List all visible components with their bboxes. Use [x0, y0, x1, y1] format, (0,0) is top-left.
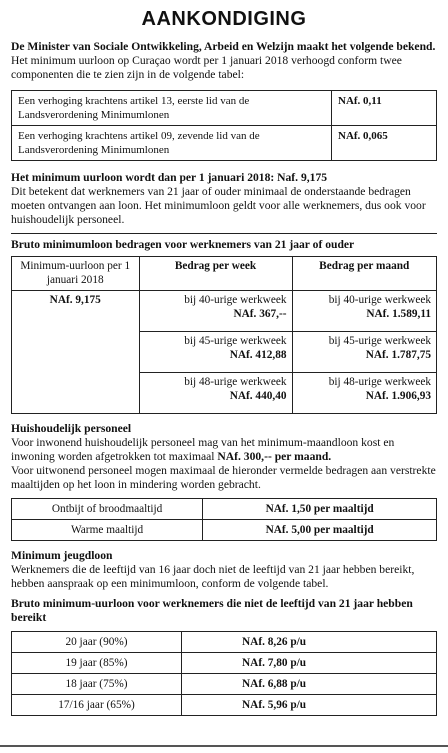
youth-age: 19 jaar (85%) [12, 653, 182, 674]
component-label: Een verhoging krachtens artikel 09, zevende lid van de Landsverordening Minimumlonen [12, 126, 332, 161]
result-text: Dit betekent dat werknemers van 21 jaar of ouder minimaal de onderstaande bedragen moeten ontvangen aan loon. Het minimumloon geldt voor alle werknemers, dus ook voor huishoudelijk personeel. [11, 185, 426, 226]
table-row [12, 653, 437, 674]
table-row [12, 126, 437, 161]
youth-value: NAf. 7,80 p/u [182, 653, 437, 674]
component-value: NAf. 0,11 [332, 91, 437, 126]
week-cell [139, 332, 292, 373]
week-amount: NAf. 412,88 [229, 348, 287, 361]
month-label: bij 48-urige werkweek [328, 376, 431, 388]
table-row [12, 499, 437, 520]
col-month: Bedrag per maand [292, 257, 437, 291]
youth-age: 17/16 jaar (65%) [12, 695, 182, 716]
household-text-1 [11, 436, 437, 464]
table-row [12, 674, 437, 695]
youth-value: NAf. 5,96 p/u [182, 695, 437, 716]
month-cell [292, 332, 437, 373]
meal-label: Warme maaltijd [12, 520, 203, 541]
week-cell [139, 291, 292, 332]
page-title: AANKONDIGING [141, 8, 307, 30]
youth-value: NAf. 6,88 p/u [182, 674, 437, 695]
table-row [12, 695, 437, 716]
month-cell [292, 291, 437, 332]
meal-value: NAf. 1,50 per maaltijd [203, 499, 437, 520]
meal-label: Ontbijt of broodmaaltijd [12, 499, 203, 520]
week-label: bij 48-urige werkweek [184, 376, 287, 388]
intro-text: Het minimum uurloon op Curaçao wordt per 1 januari 2018 verhoogd conform twee componenten die te zien zijn in de volgende tabel: [11, 54, 402, 81]
week-label: bij 45-urige werkweek [184, 335, 287, 347]
components-table [11, 90, 437, 161]
week-label: bij 40-urige werkweek [184, 294, 287, 306]
youth-age: 20 jaar (90%) [12, 632, 182, 653]
table-row [12, 91, 437, 126]
week-amount: NAf. 440,40 [229, 389, 287, 402]
month-label: bij 40-urige werkweek [328, 294, 431, 306]
week-cell [139, 373, 292, 414]
component-label: Een verhoging krachtens artikel 13, eerste lid van de Landsverordening Minimumlonen [12, 91, 332, 126]
result-heading: Het minimum uurloon wordt dan per 1 januari 2018: Naf. 9,175 [11, 171, 328, 184]
month-cell [292, 373, 437, 414]
youth-value: NAf. 8,26 p/u [182, 632, 437, 653]
divider [11, 233, 437, 234]
household-text-1-main: Voor inwonend huishoudelijk personeel mag van het minimum-maandloon kost en inwoning worden afgetrokken tot maximaal [11, 436, 395, 463]
month-amount: NAf. 1.906,93 [365, 389, 431, 402]
household-heading: Huishoudelijk personeel [11, 422, 132, 435]
table-header-row [12, 257, 437, 291]
col-week: Bedrag per week [139, 257, 292, 291]
youth-table-heading: Bruto minimum-uurloon voor werknemers die niet de leeftijd van 21 jaar hebben bereikt [11, 597, 413, 624]
component-value: NAf. 0,065 [332, 126, 437, 161]
hourly-value: NAf. 9,175 [12, 291, 140, 414]
meal-value: NAf. 5,00 per maaltijd [203, 520, 437, 541]
youth-age: 18 jaar (75%) [12, 674, 182, 695]
youth-text: Werknemers die de leeftijd van 16 jaar doch niet de leeftijd van 21 jaar hebben bereikt, hebben aanspraak op een minimumloon, conform de volgende tabel. [11, 563, 415, 590]
week-amount: NAf. 367,-- [233, 307, 287, 320]
household-text-2: Voor uitwonend personeel mogen maximaal de hieronder vermelde bedragen aan verstrekte maaltijden op het loon in mindering worden gebracht. [11, 464, 436, 491]
youth-heading: Minimum jeugdloon [11, 549, 113, 562]
household-max-amount: NAf. 300,-- per maand. [217, 450, 332, 463]
gross-wage-table [11, 256, 437, 414]
month-amount: NAf. 1.787,75 [365, 348, 431, 361]
meal-table [11, 498, 437, 541]
month-amount: NAf. 1.589,11 [366, 307, 431, 320]
youth-wage-table [11, 631, 437, 716]
table-row [12, 632, 437, 653]
bottom-border [0, 745, 448, 747]
month-label: bij 45-urige werkweek [328, 335, 431, 347]
col-hourly: Minimum-uurloon per 1 januari 2018 [12, 257, 140, 291]
gross-heading: Bruto minimumloon bedragen voor werknemers van 21 jaar of ouder [11, 238, 355, 251]
table-row [12, 291, 437, 332]
announcement [11, 6, 437, 716]
intro-heading: De Minister van Sociale Ontwikkeling, Arbeid en Welzijn maakt het volgende bekend. [11, 40, 436, 53]
table-row [12, 520, 437, 541]
